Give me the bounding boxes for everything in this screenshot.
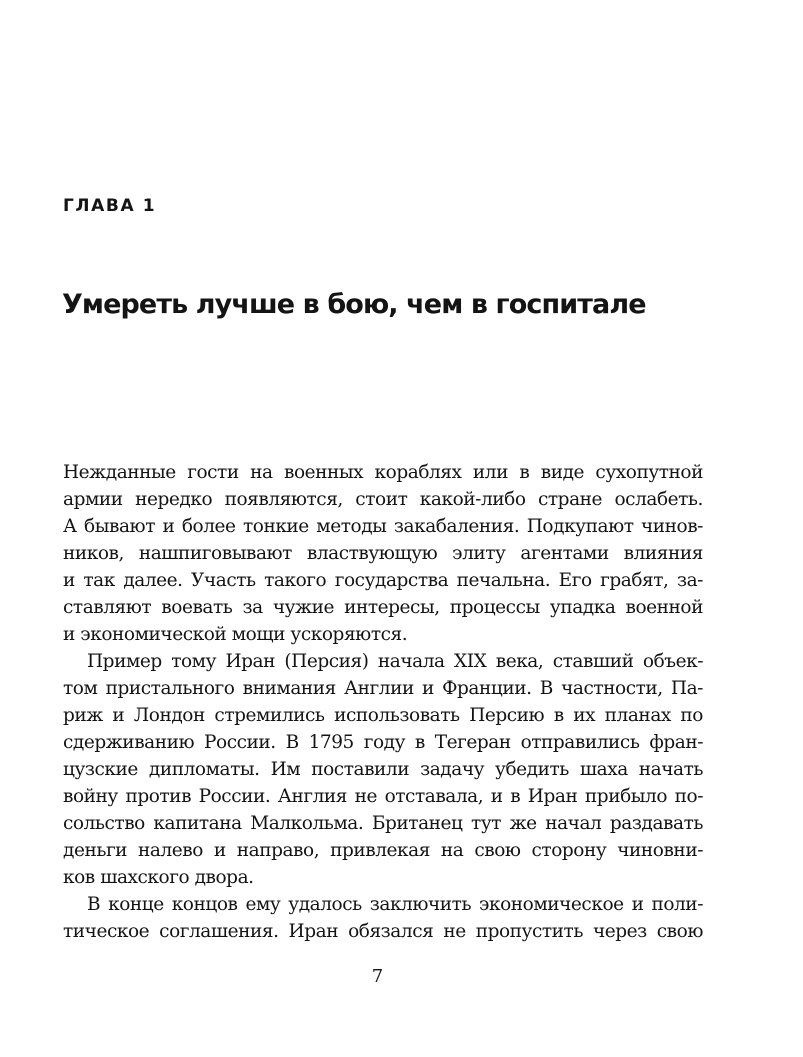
chapter-label: ГЛАВА 1 xyxy=(63,196,157,216)
text-line: ставляют воевать за чужие интересы, процессы упадка военной xyxy=(63,597,703,618)
text-line: и экономической мощи ускоряются. xyxy=(63,624,408,645)
text-line: Пример тому Иран (Персия) начала XIX века, ставший объек- xyxy=(87,651,703,672)
text-line: ников, нашпиговывают властвующую элиту агентами влияния xyxy=(63,543,703,564)
text-line: А бывают и более тонкие методы закабаления. Подкупают чинов- xyxy=(63,516,703,537)
text-line: В конце концов ему удалось заключить экономическое и поли- xyxy=(87,894,703,915)
text-line: риж и Лондон стремились использовать Персию в их планах по xyxy=(63,705,703,726)
text-line: армии нередко появляются, стоит какой-либо стране ослабеть. xyxy=(63,489,703,510)
text-line: и так далее. Участь такого государства печальна. Его грабят, за- xyxy=(63,570,703,591)
text-line: цузские дипломаты. Им поставили задачу убедить шаха начать xyxy=(63,759,703,780)
text-line: Нежданные гости на военных кораблях или в виде сухопутной xyxy=(63,462,703,483)
page-number: 7 xyxy=(371,966,384,987)
chapter-title: Умереть лучше в бою, чем в госпитале xyxy=(62,289,646,320)
text-line: сольство капитана Малкольма. Британец тут же начал раздавать xyxy=(63,813,703,834)
text-line: ков шахского двора. xyxy=(63,867,254,888)
text-line: том пристального внимания Англии и Франции. В частности, Па- xyxy=(63,678,703,699)
text-line: войну против России. Англия не отставала, и в Иран прибыло по- xyxy=(63,786,703,807)
text-line: деньги налево и направо, привлекая на свою сторону чиновни- xyxy=(63,840,703,861)
text-line: тическое соглашения. Иран обязался не пропустить через свою xyxy=(63,921,703,942)
body-text xyxy=(63,459,703,945)
text-line: сдерживанию России. В 1795 году в Тегеран отправились фран- xyxy=(63,732,703,753)
